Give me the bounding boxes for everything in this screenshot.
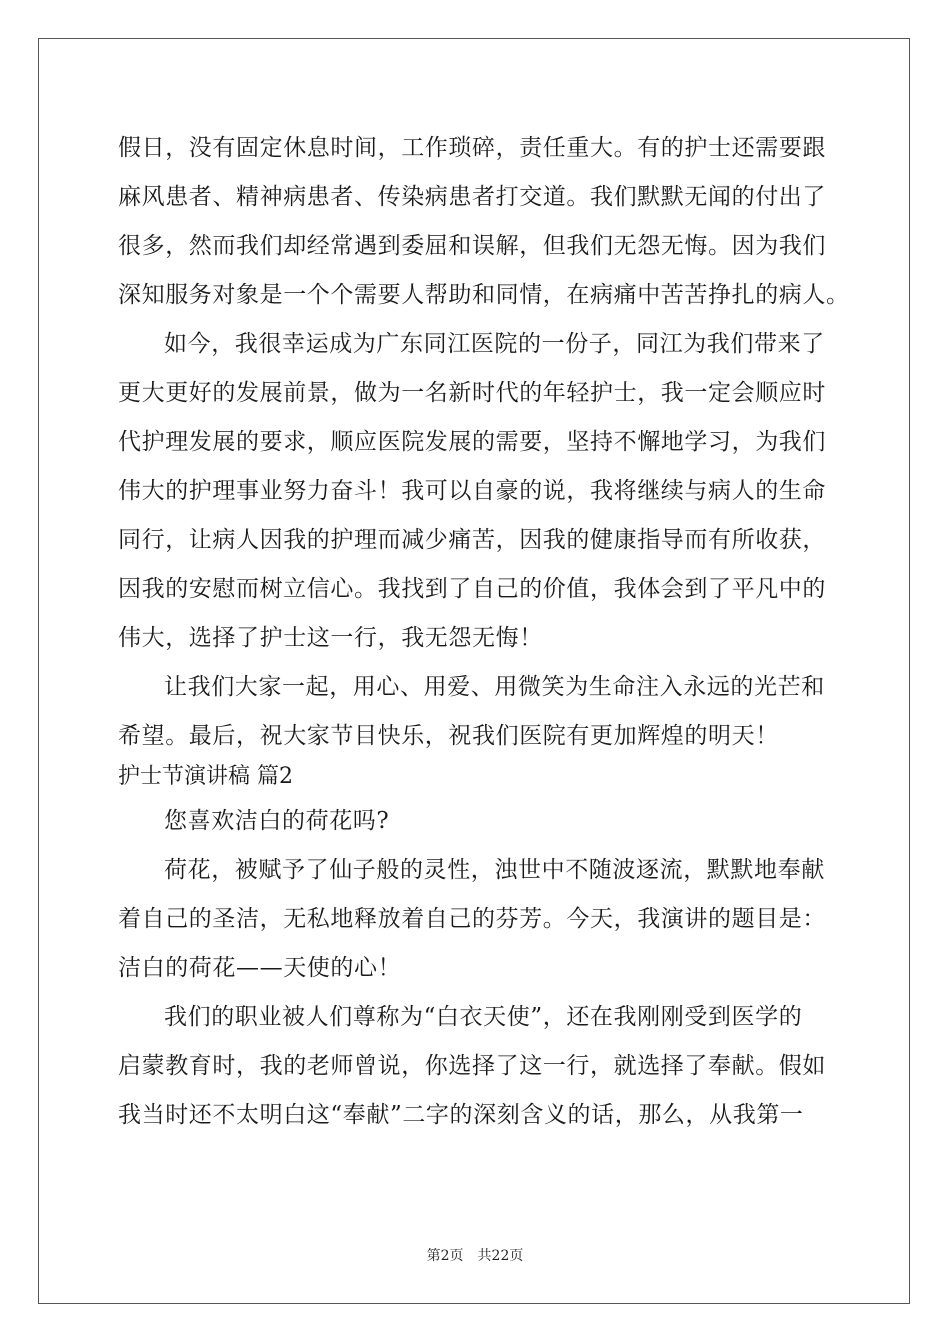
- section-heading: 护士节演讲稿 篇2: [118, 764, 293, 789]
- text-line: 我当时还不太明白这“奉献”二字的深刻含义的话，那么，从我第一: [118, 1102, 804, 1128]
- text-line: 启蒙教育时，我的老师曾说，你选择了这一行，就选择了奉献。假如: [118, 1053, 826, 1079]
- text-line: 同行，让病人因我的护理而减少痛苦，因我的健康指导而有所收获，: [118, 527, 826, 553]
- text-line: 深知服务对象是一个个需要人帮助和同情，在病痛中苦苦挣扎的病人。: [118, 282, 850, 308]
- text-line: 希望。最后，祝大家节目快乐，祝我们医院有更加辉煌的明天！: [118, 723, 779, 749]
- text-line: 着自己的圣洁，无私地释放着自己的芬芳。今天，我演讲的题目是：: [118, 906, 826, 932]
- text-line: 代护理发展的要求，顺应医院发展的需要，坚持不懈地学习，为我们: [118, 429, 826, 455]
- document-body: [118, 124, 850, 1140]
- text-line: 更大更好的发展前景，做为一名新时代的年轻护士，我一定会顺应时: [118, 380, 826, 406]
- text-line: 伟大，选择了护士这一行，我无怨无悔！: [118, 625, 543, 651]
- text-line: 麻风患者、精神病患者、传染病患者打交道。我们默默无闻的付出了: [118, 184, 826, 210]
- text-line: 因我的安慰而树立信心。我找到了自己的价值，我体会到了平凡中的: [118, 576, 826, 602]
- text-line: 您喜欢洁白的荷花吗?: [164, 808, 390, 834]
- text-line: 荷花，被赋予了仙子般的灵性，浊世中不随波逐流，默默地奉献: [164, 857, 825, 883]
- text-line: 很多，然而我们却经常遇到委屈和误解，但我们无怨无悔。因为我们: [118, 233, 826, 259]
- text-line: 伟大的护理事业努力奋斗！我可以自豪的说，我将继续与病人的生命: [118, 478, 826, 504]
- text-line: 假日，没有固定休息时间，工作琐碎，责任重大。有的护士还需要跟: [118, 135, 826, 161]
- text-line: 如今，我很幸运成为广东同江医院的一份子，同江为我们带来了: [164, 331, 825, 357]
- text-line: 洁白的荷花——天使的心！: [118, 955, 402, 981]
- text-line: 让我们大家一起，用心、用爱、用微笑为生命注入永远的光芒和: [164, 674, 825, 700]
- text-line: 我们的职业被人们尊称为“白衣天使”，还在我刚刚受到医学的: [164, 1004, 803, 1030]
- text-block-after: [118, 797, 838, 1140]
- text-block-before: [118, 124, 850, 761]
- page-footer: 第2页 共22页: [426, 1248, 524, 1264]
